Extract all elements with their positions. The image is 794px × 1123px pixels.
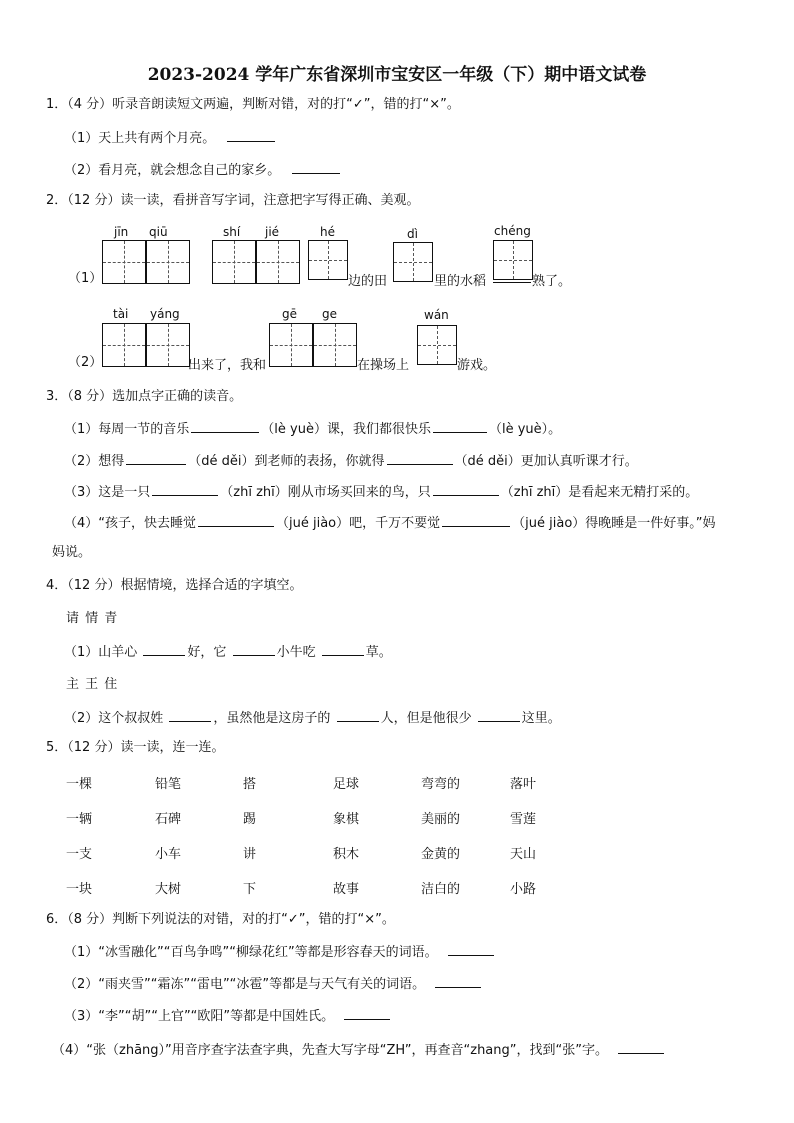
q2-r1-writing-box-4[interactable] [256, 240, 300, 284]
q2-r1-writing-box-1[interactable] [102, 240, 146, 284]
q3-item-3-text-a: （3）这是一只 [64, 485, 151, 500]
q6-item-4 [52, 1040, 666, 1060]
q5-word[interactable]: 大树 [155, 882, 182, 897]
q2-r2-pinyin-1: tài [113, 307, 129, 321]
q2-r1-writing-box-6[interactable] [393, 242, 433, 282]
q3-item-2-text-b: （dé děi）到老师的表扬，你就得 [188, 454, 385, 469]
q6-item-2-text: （2）“雨夹雪”“霜冻”“雷电”“冰雹”等都是与天气有关的词语。 [64, 977, 426, 992]
q3-item-3-text-b: （zhī zhī）刚从市场买回来的鸟，只 [220, 485, 431, 500]
q3-blank-8[interactable] [442, 513, 510, 527]
q6-answer-blank-1[interactable] [448, 942, 494, 956]
q2-r2-label: （2） [68, 355, 103, 370]
q3-item-3-text-c: （zhī zhī）是看起来无精打采的。 [500, 485, 699, 500]
q3-item-2 [64, 451, 638, 471]
q3-blank-5[interactable] [152, 482, 218, 496]
q4-heading: 4．（12 分）根据情境，选择合适的字填空。 [46, 578, 303, 593]
q5-word[interactable]: 踢 [243, 812, 257, 827]
q5-heading: 5．（12 分）读一读，连一连。 [46, 740, 225, 755]
q3-item-4-text-c: （jué jiào）得晚睡是一件好事。”妈 [512, 516, 716, 531]
q1-item-2-text: （2）看月亮，就会想念自己的家乡。 [64, 163, 281, 178]
q2-r1-pinyin-5: hé [320, 225, 335, 239]
q6-item-1-text: （1）“冰雪融化”“百鸟争鸣”“柳绿花红”等都是形容春天的词语。 [64, 945, 438, 960]
q4-blank-3[interactable] [322, 642, 364, 656]
q5-word[interactable]: 讲 [243, 847, 257, 862]
q6-answer-blank-2[interactable] [435, 974, 481, 988]
q6-item-4-text: （4）“张（zhāng）”用音序查字法查字典，先查大写字母“ZH”，再查音“zhang”，找到“张”字。 [52, 1043, 608, 1058]
q2-r1-text-1: 边的田 [348, 274, 388, 289]
q2-r1-label: （1） [68, 271, 103, 286]
q4-blank-6[interactable] [478, 708, 520, 722]
q2-r2-text-3: 游戏。 [457, 358, 497, 373]
q4-blank-5[interactable] [337, 708, 379, 722]
q2-r1-pinyin-3: shí [223, 225, 241, 239]
q4-item-2-text-d: 这里。 [521, 711, 561, 726]
q5-word[interactable]: 搭 [243, 777, 257, 792]
q5-word[interactable]: 小路 [510, 882, 537, 897]
q1-answer-blank-2[interactable] [292, 160, 340, 174]
q5-word[interactable]: 小车 [155, 847, 182, 862]
q2-r1-underline [493, 282, 531, 283]
q5-word[interactable]: 美丽的 [421, 812, 461, 827]
q2-r1-writing-box-7[interactable] [493, 240, 533, 280]
q2-r2-writing-box-4[interactable] [313, 323, 357, 367]
q6-item-3 [64, 1006, 392, 1026]
q3-blank-2[interactable] [433, 419, 487, 433]
q5-word[interactable]: 下 [243, 882, 257, 897]
q2-r1-pinyin-6: dì [407, 227, 418, 241]
q3-blank-4[interactable] [387, 451, 453, 465]
q6-heading: 6．（8 分）判断下列说法的对错，对的打“✓”，错的打“×”。 [46, 912, 395, 927]
q4-blank-2[interactable] [233, 642, 275, 656]
q6-answer-blank-3[interactable] [344, 1006, 390, 1020]
q2-r2-text-2: 在操场上 [357, 358, 410, 373]
q2-r1-pinyin-4: jié [265, 225, 280, 239]
q3-blank-3[interactable] [126, 451, 186, 465]
q3-item-4-cont: 妈说。 [52, 545, 92, 560]
q2-r2-text-1: 出来了，我和 [188, 358, 267, 373]
q1-item-2 [64, 160, 342, 180]
q2-r1-writing-box-3[interactable] [212, 240, 256, 284]
q2-heading: 2．（12 分）读一读，看拼音写字词，注意把字写得正确、美观。 [46, 193, 420, 208]
q5-word[interactable]: 洁白的 [421, 882, 461, 897]
q5-word[interactable]: 故事 [333, 882, 360, 897]
q5-word[interactable]: 落叶 [510, 777, 537, 792]
q4-options-1: 请 情 青 [66, 611, 119, 626]
q3-item-1-text-a: （1）每周一节的音乐 [64, 422, 190, 437]
q3-item-1-text-b: （lè yuè）课，我们都很快乐 [261, 422, 431, 437]
q5-word[interactable]: 一棵 [66, 777, 93, 792]
q5-word[interactable]: 积木 [333, 847, 360, 862]
q2-r2-writing-box-1[interactable] [102, 323, 146, 367]
q2-r1-pinyin-7: chéng [494, 224, 531, 238]
q3-item-4-text-a: （4）“孩子，快去睡觉 [64, 516, 197, 531]
q4-item-2-text-a: （2）这个叔叔姓 [64, 711, 164, 726]
q1-answer-blank-1[interactable] [227, 128, 275, 142]
q6-item-2 [64, 974, 483, 994]
q4-item-1-text-d: 草。 [365, 645, 392, 660]
q5-word[interactable]: 象棋 [333, 812, 360, 827]
q4-blank-4[interactable] [169, 708, 211, 722]
q4-item-2-text-c: 人，但是他很少 [380, 711, 472, 726]
q4-blank-1[interactable] [143, 642, 185, 656]
q2-r1-pinyin-1: jīn [114, 225, 129, 239]
q3-item-2-text-a: （2）想得 [64, 454, 125, 469]
q5-word[interactable]: 铅笔 [155, 777, 182, 792]
q2-r2-writing-box-5[interactable] [417, 325, 457, 365]
q2-r1-text-3: 熟了。 [532, 274, 572, 289]
q2-r1-text-2: 里的水稻 [434, 274, 487, 289]
q5-word[interactable]: 石碑 [155, 812, 182, 827]
q4-options-2: 主 王 住 [66, 677, 119, 692]
q6-answer-blank-4[interactable] [618, 1040, 664, 1054]
q4-item-1-text-a: （1）山羊心 [64, 645, 138, 660]
q3-heading: 3．（8 分）选加点字正确的读音。 [46, 389, 243, 404]
q6-item-1 [64, 942, 496, 962]
q2-r2-pinyin-4: ge [322, 307, 337, 321]
q5-word[interactable]: 一支 [66, 847, 93, 862]
q1-item-1-text: （1）天上共有两个月亮。 [64, 131, 216, 146]
q2-r2-pinyin-3: gē [282, 307, 297, 321]
q3-item-4-text-b: （jué jiào）吧，千万不要觉 [276, 516, 441, 531]
q4-item-1-text-c: 小牛吃 [276, 645, 316, 660]
q3-blank-1[interactable] [191, 419, 259, 433]
q3-item-2-text-c: （dé děi）更加认真听课才行。 [454, 454, 638, 469]
q3-item-3 [64, 482, 698, 502]
q2-r1-writing-box-5[interactable] [308, 240, 348, 280]
q3-item-4 [64, 513, 716, 533]
page-title: 2023-2024 学年广东省深圳市宝安区一年级（下）期中语文试卷 [147, 65, 647, 85]
q1-item-1 [64, 128, 277, 148]
q4-item-1-text-b: 好，它 [187, 645, 227, 660]
q3-blank-6[interactable] [433, 482, 499, 496]
q6-item-3-text: （3）“李”“胡”“上官”“欧阳”等都是中国姓氏。 [64, 1009, 335, 1024]
q2-r1-pinyin-2: qiū [149, 225, 168, 239]
q5-word[interactable]: 一辆 [66, 812, 93, 827]
q2-r2-writing-box-2[interactable] [146, 323, 190, 367]
q5-word[interactable]: 金黄的 [421, 847, 461, 862]
q3-item-1 [64, 419, 561, 439]
q5-word[interactable]: 弯弯的 [421, 777, 461, 792]
q5-word[interactable]: 一块 [66, 882, 93, 897]
q2-r2-pinyin-2: yáng [150, 307, 180, 321]
q3-blank-7[interactable] [198, 513, 274, 527]
q5-word[interactable]: 雪莲 [510, 812, 537, 827]
q5-word[interactable]: 足球 [333, 777, 360, 792]
q4-item-2-text-b: ，虽然他是这房子的 [213, 711, 331, 726]
q2-r2-writing-box-3[interactable] [269, 323, 313, 367]
q2-r1-writing-box-2[interactable] [146, 240, 190, 284]
q3-item-1-text-c: （lè yuè）。 [488, 422, 562, 437]
q4-item-2 [64, 708, 561, 728]
q4-item-1 [64, 642, 392, 662]
q1-heading: 1．（4 分）听录音朗读短文两遍，判断对错，对的打“✓”，错的打“×”。 [46, 97, 460, 112]
q5-word[interactable]: 天山 [510, 847, 537, 862]
q2-r2-pinyin-5: wán [424, 308, 449, 322]
